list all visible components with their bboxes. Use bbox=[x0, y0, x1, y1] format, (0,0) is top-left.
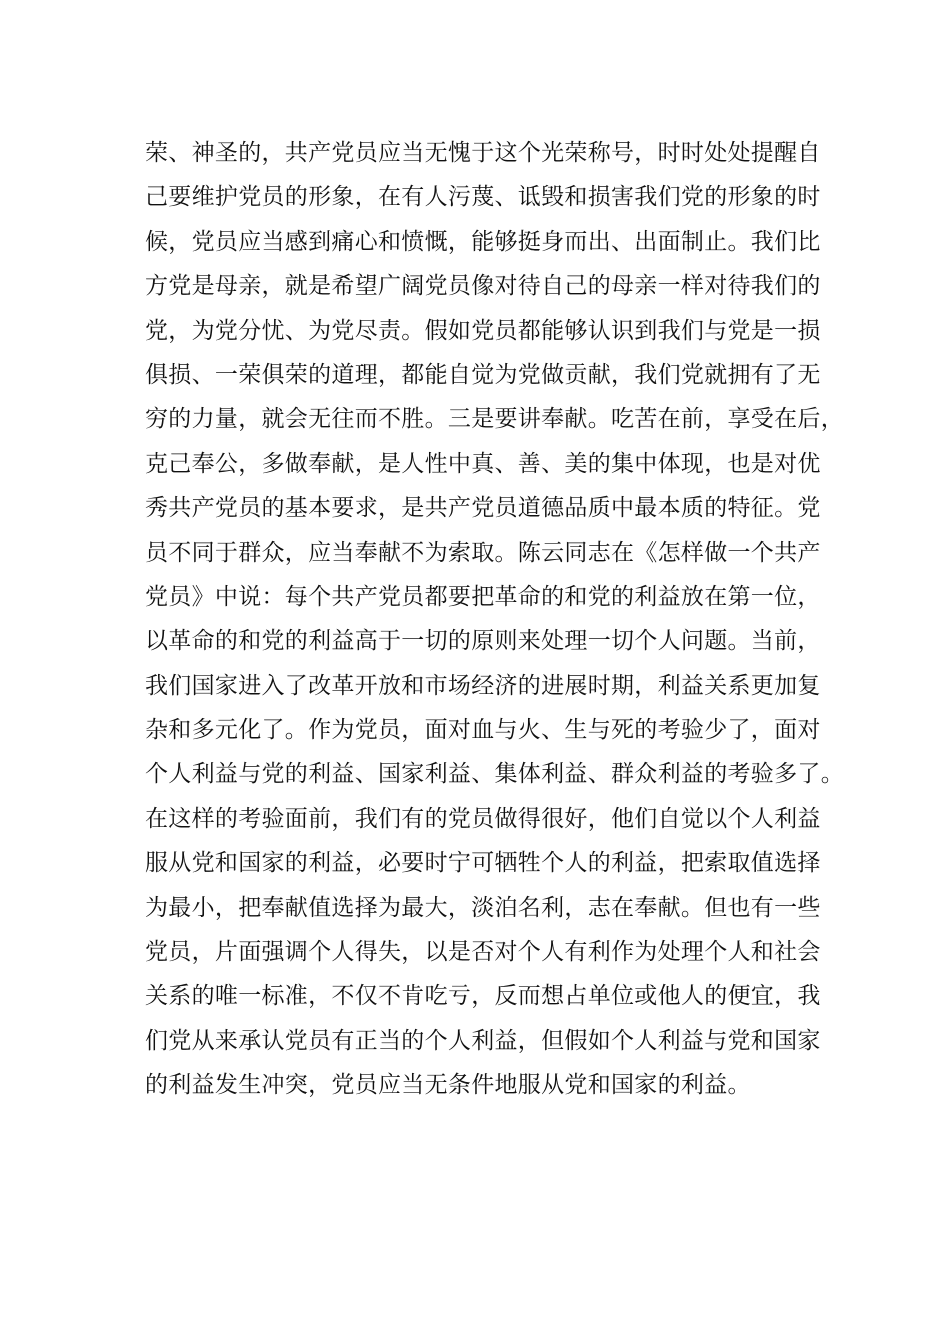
text-line-13: 我们国家进入了改革开放和市场经济的进展时期，利益关系更加复 bbox=[145, 672, 821, 699]
text-line-10: 员不同于群众，应当奉献不为索取。陈云同志在《怎样做一个共产 bbox=[145, 539, 821, 566]
text-line-12: 以革命的和党的利益高于一切的原则来处理一切个人问题。当前， bbox=[145, 628, 821, 655]
text-line-11: 党员》中说：每个共产党员都要把革命的和党的利益放在第一位， bbox=[145, 583, 821, 610]
text-line-15: 个人利益与党的利益、国家利益、集体利益、群众利益的考验多了。 bbox=[145, 761, 844, 788]
text-line-1: 荣、神圣的，共产党员应当无愧于这个光荣称号，时时处处提醒自 bbox=[145, 140, 821, 166]
text-line-16: 在这样的考验面前，我们有的党员做得很好，他们自觉以个人利益 bbox=[145, 805, 821, 832]
body-paragraph bbox=[145, 131, 845, 1108]
text-line-4: 方党是母亲，就是希望广阔党员像对待自己的母亲一样对待我们的 bbox=[145, 273, 821, 300]
text-line-8: 克己奉公，多做奉献，是人性中真、善、美的集中体现，也是对优 bbox=[145, 450, 821, 477]
text-line-14: 杂和多元化了。作为党员，面对血与火、生与死的考验少了，面对 bbox=[145, 717, 821, 744]
text-line-19: 党员，片面强调个人得失，以是否对个人有利作为处理个人和社会 bbox=[145, 939, 821, 966]
text-line-7: 穷的力量，就会无往而不胜。三是要讲奉献。吃苦在前，享受在后， bbox=[145, 406, 844, 433]
text-line-20: 关系的唯一标准，不仅不肯吃亏，反而想占单位或他人的便宜，我 bbox=[145, 983, 821, 1010]
text-line-18: 为最小，把奉献值选择为最大，淡泊名利，志在奉献。但也有一些 bbox=[145, 894, 821, 921]
text-line-22: 的利益发生冲突，党员应当无条件地服从党和国家的利益。 bbox=[145, 1072, 751, 1099]
text-line-6: 俱损、一荣俱荣的道理，都能自觉为党做贡献，我们党就拥有了无 bbox=[145, 361, 821, 388]
text-line-21: 们党从来承认党员有正当的个人利益，但假如个人利益与党和国家 bbox=[145, 1027, 821, 1054]
text-line-3: 候，党员应当感到痛心和愤慨，能够挺身而出、出面制止。我们比 bbox=[145, 228, 821, 255]
text-line-9: 秀共产党员的基本要求，是共产党员道德品质中最本质的特征。党 bbox=[145, 495, 821, 522]
text-line-5: 党，为党分忧、为党尽责。假如党员都能够认识到我们与党是一损 bbox=[145, 317, 821, 344]
text-line-2: 己要维护党员的形象，在有人污蔑、诋毁和损害我们党的形象的时 bbox=[145, 184, 821, 211]
text-line-17: 服从党和国家的利益，必要时宁可牺牲个人的利益，把索取值选择 bbox=[145, 850, 821, 877]
